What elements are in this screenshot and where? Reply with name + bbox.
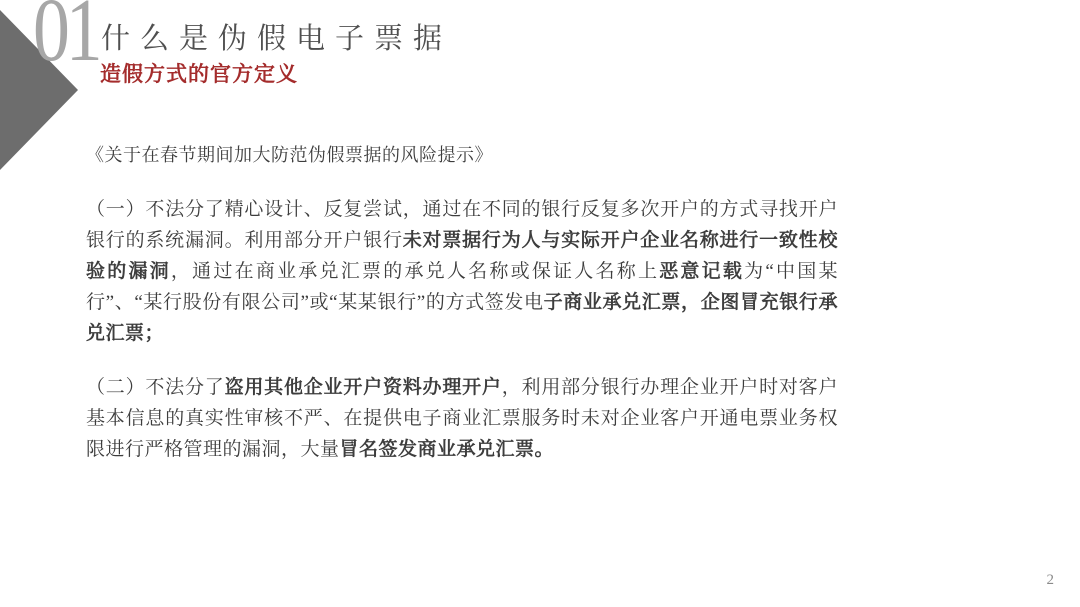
text-run: 为“中国某行”、“某行股份有限公司”或“某某银行”的方式签发电 — [86, 261, 838, 313]
slide-subtitle: 造假方式的官方定义 — [100, 62, 298, 86]
document-title-line: 《关于在春节期间加大防范伪假票据的风险提示》 — [86, 145, 493, 165]
section-number: 01 — [33, 0, 99, 80]
text-run: 子商业承兑汇票，企图冒充银行承兑汇票； — [86, 292, 838, 344]
text-run: 未对票据行为人与实际开户企业名称进行一致性校验的漏洞 — [86, 230, 838, 282]
slide-title: 什么是伪假电子票据 — [101, 23, 453, 55]
text-run: 恶意记载 — [659, 261, 745, 282]
body-paragraph-1 — [86, 194, 838, 349]
text-run: 盗用其他企业开户资料办理开户 — [224, 377, 502, 398]
text-run: ，利用部分银行办理企业开户时对客户基本信息的真实性审核不严、在提供电子商业汇票服务时未对企业客户开通电票业务权限进行严格管理的漏洞，大量 — [86, 377, 838, 460]
page-number: 2 — [1046, 572, 1054, 588]
body-paragraph-2 — [86, 372, 838, 465]
text-run: 冒名签发商业承兑汇票。 — [339, 439, 555, 460]
text-run: （一）不法分了精心设计、反复尝试，通过在不同的银行反复多次开户的方式寻找开户银行的系统漏洞。利用部分开户银行 — [86, 199, 838, 251]
body-text-block — [86, 140, 838, 465]
text-run: ，通过在商业承兑汇票的承兑人名称或保证人名称上 — [170, 261, 660, 282]
text-run: （二）不法分了 — [86, 377, 225, 398]
